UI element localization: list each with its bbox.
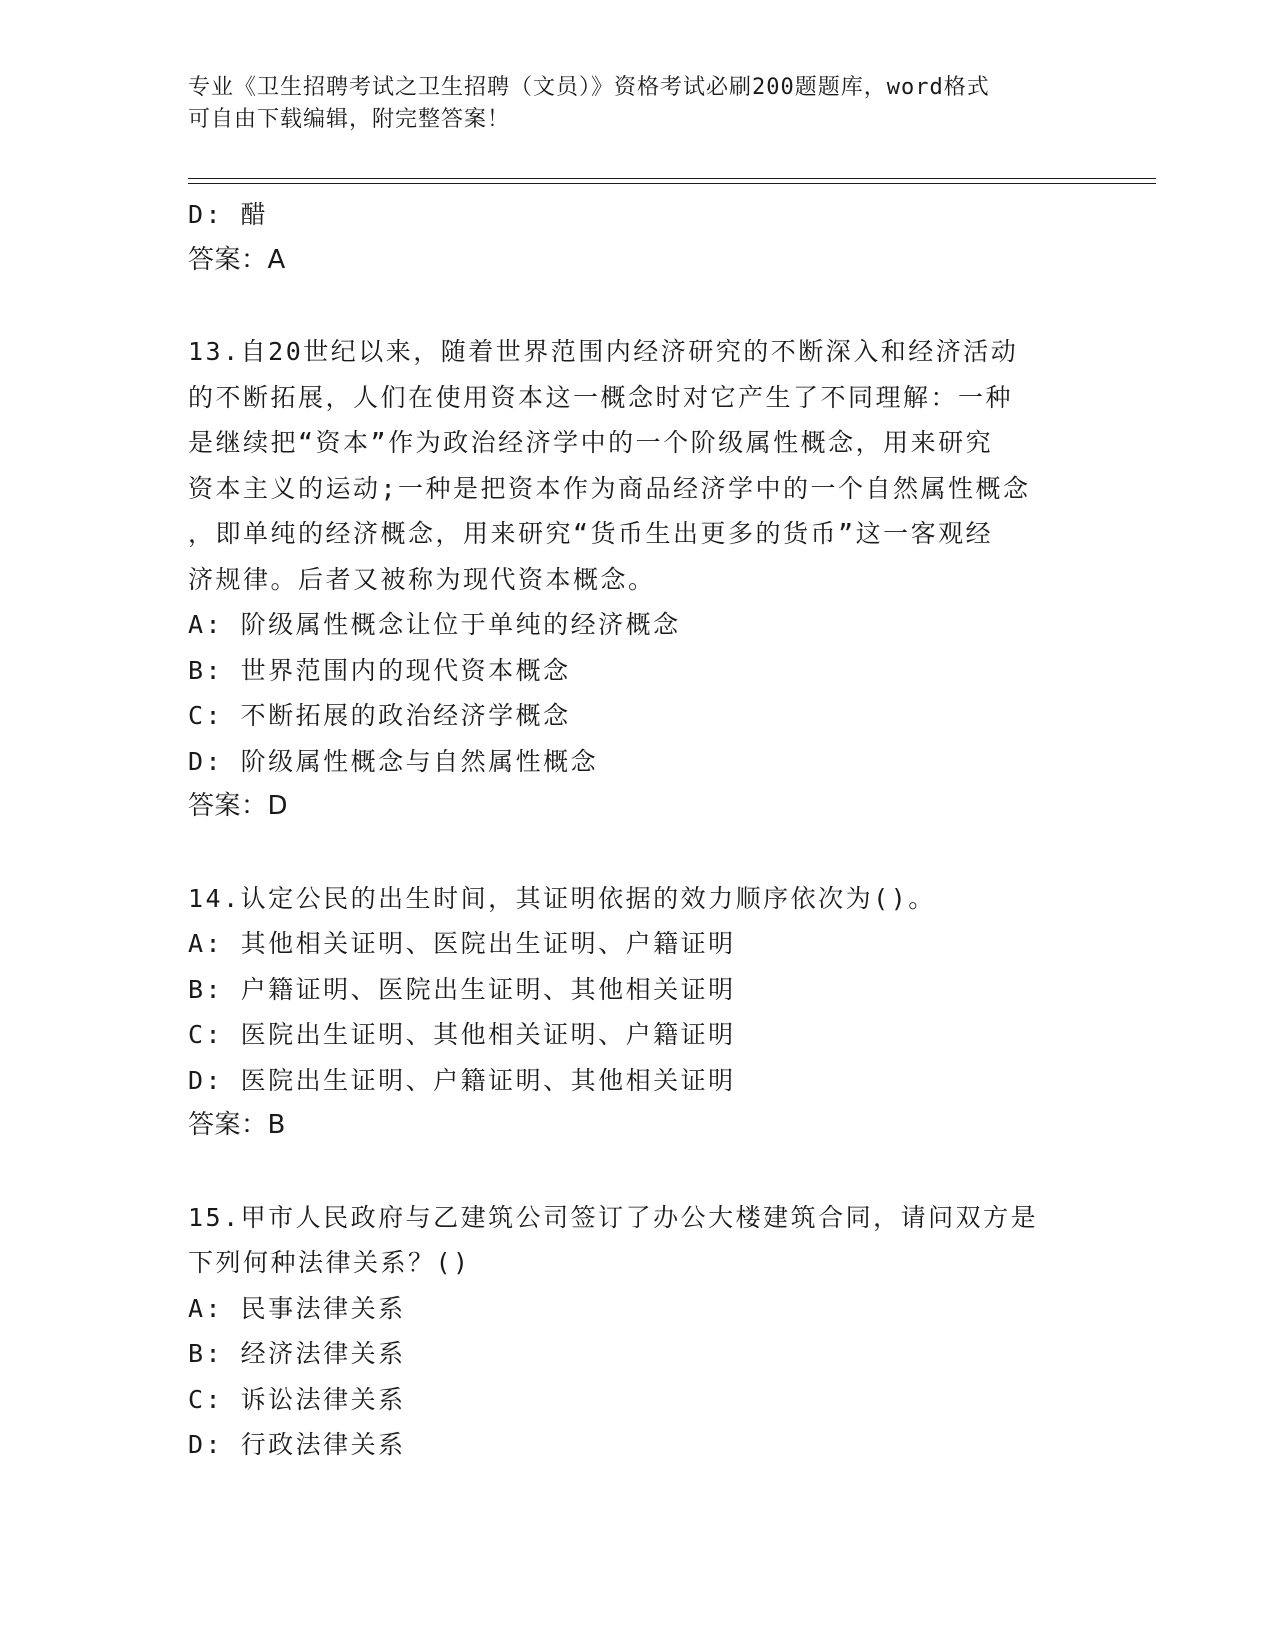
question-15-option-d: D: 行政法律关系 <box>188 1430 406 1459</box>
question-14-answer: 答案：B <box>188 1110 286 1140</box>
header-divider-top <box>188 178 1156 179</box>
prev-answer: 答案：A <box>188 244 286 275</box>
question-15-option-b: B: 经济法律关系 <box>188 1339 406 1368</box>
question-15-option-a: A: 民事法律关系 <box>188 1293 406 1323</box>
question-14-option-d: D: 医院出生证明、户籍证明、其他相关证明 <box>188 1065 736 1095</box>
question-15-line: 15.甲市人民政府与乙建筑公司签订了办公大楼建筑合同，请问双方是 <box>188 1202 1039 1232</box>
question-13-option-a: A: 阶级属性概念让位于单纯的经济概念 <box>188 610 681 639</box>
question-14-line: 14.认定公民的出生时间，其证明依据的效力顺序依次为()。 <box>188 883 936 913</box>
question-14-option-a: A: 其他相关证明、医院出生证明、户籍证明 <box>188 929 736 958</box>
prev-option-d: D: 醋 <box>188 200 269 229</box>
question-13-answer: 答案：D <box>188 791 289 821</box>
question-content <box>188 192 1088 1468</box>
header-line-1: 专业《卫生招聘考试之卫生招聘（文员）》资格考试必刷200题题库，word格式 <box>188 75 990 100</box>
header-line-2: 可自由下载编辑，附完整答案！ <box>188 107 511 132</box>
question-13 <box>188 329 1088 602</box>
question-13-line: 13.自20世纪以来，随着世界范围内经济研究的不断深入和经济活动 <box>188 337 1019 366</box>
spacer <box>188 1149 1088 1195</box>
question-15-line: 下列何种法律关系？() <box>188 1248 471 1277</box>
question-13-line: 济规律。后者又被称为现代资本概念。 <box>188 564 656 594</box>
question-14-option-c: C: 医院出生证明、其他相关证明、户籍证明 <box>188 1020 736 1049</box>
spacer <box>188 830 1088 876</box>
page-header <box>188 72 1088 136</box>
question-13-line: ，即单纯的经济概念，用来研究“货币生出更多的货币”这一客观经 <box>188 519 994 548</box>
question-13-line: 是继续把“资本”作为政治经济学中的一个阶级属性概念，用来研究 <box>188 428 994 457</box>
header-divider-bottom <box>188 183 1156 184</box>
question-13-option-c: C: 不断拓展的政治经济学概念 <box>188 701 571 730</box>
question-13-line: 的不断拓展，人们在使用资本这一概念时对它产生了不同理解：一种 <box>188 382 1014 412</box>
question-14-option-b: B: 户籍证明、医院出生证明、其他相关证明 <box>188 974 736 1004</box>
spacer <box>188 283 1088 329</box>
question-13-option-b: B: 世界范围内的现代资本概念 <box>188 655 571 685</box>
question-14 <box>188 876 1088 922</box>
question-15-option-c: C: 诉讼法律关系 <box>188 1384 406 1414</box>
question-15 <box>188 1195 1088 1286</box>
question-13-line: 资本主义的运动;一种是把资本作为商品经济学中的一个自然属性概念 <box>188 473 1031 503</box>
question-13-option-d: D: 阶级属性概念与自然属性概念 <box>188 746 599 776</box>
